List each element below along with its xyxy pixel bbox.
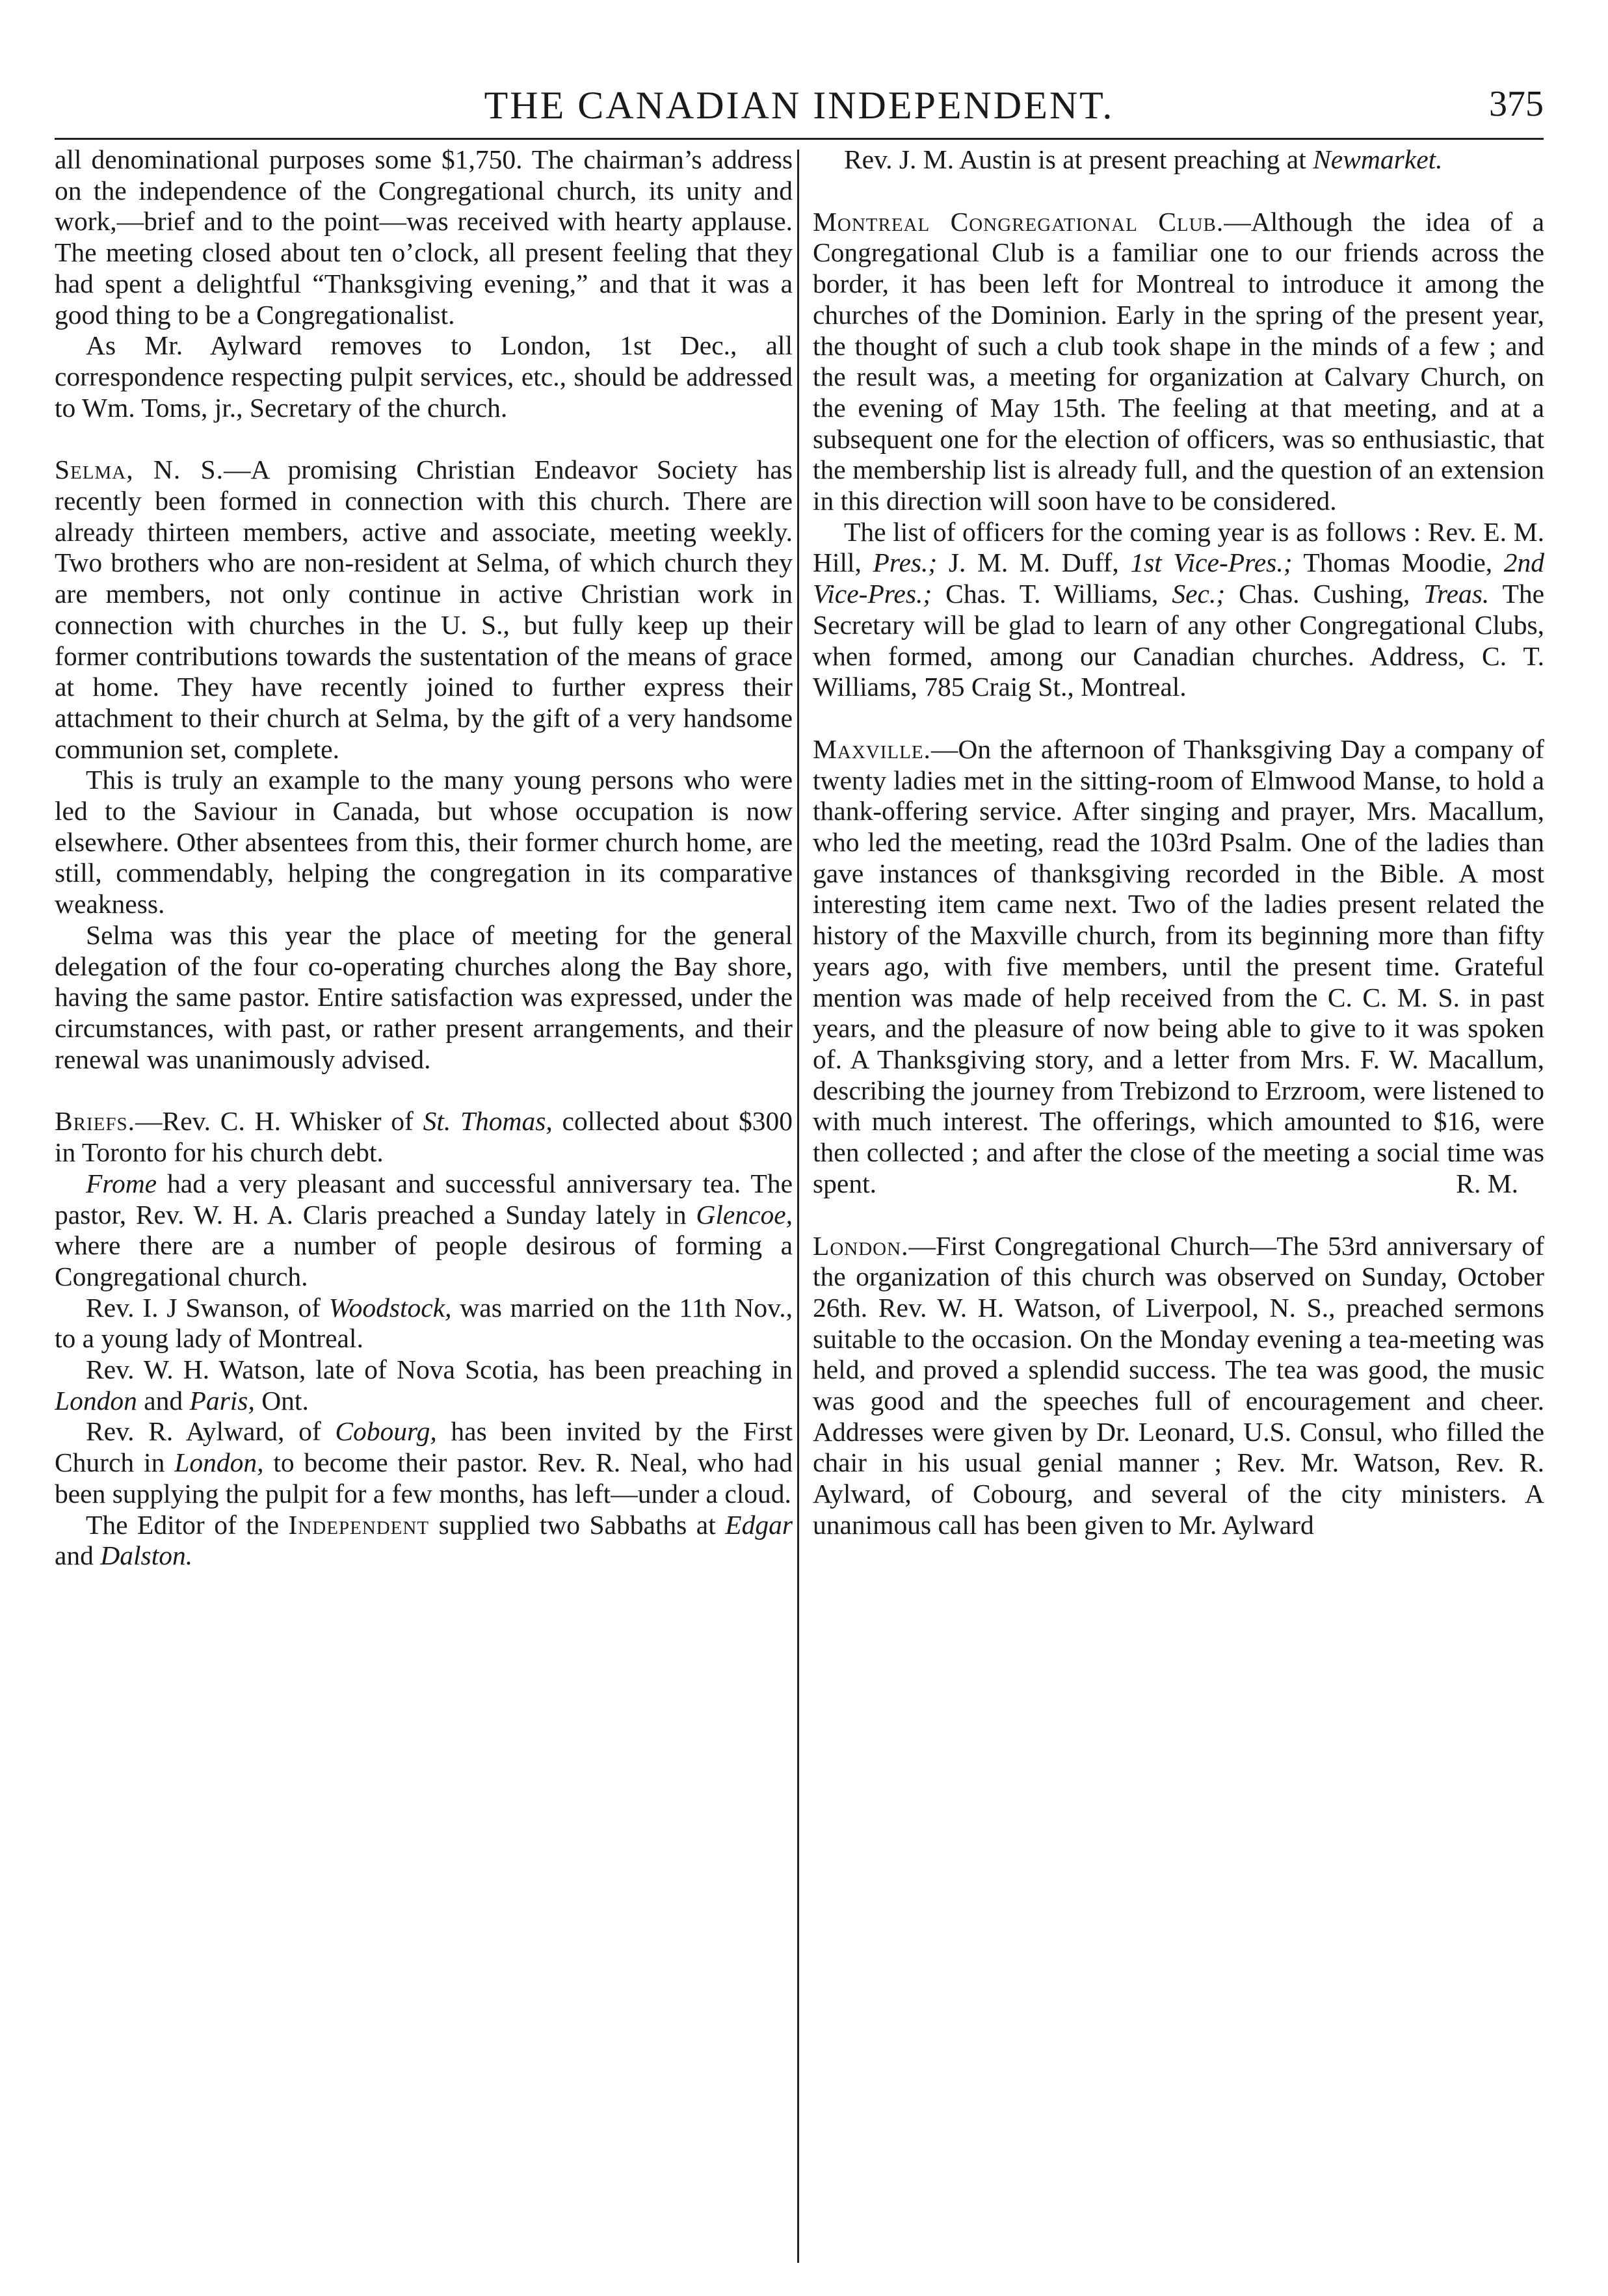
frome-text-a: had a very pleasant and successful anniversary tea. The pastor, Rev. W. H. A. Claris preached a Sunday lately in: [55, 1168, 793, 1230]
officers-text-c: Thomas Moodie,: [1292, 548, 1504, 578]
maxville-body: —On the afternoon of Thanksgiving Day a company of twenty ladies met in the sitting-room of Elmwood Manse, to hold a thank-offering service. After singing and prayer, Mrs. Macallum, who led the meeting, read the 103rd Psalm. One of the ladies than gave instances of thanksgiving recorded in the Bible. A most interesting item came next. Two of the ladies present related the history of the Maxville church, from its beginning more than fifty years ago, with five members, until the present time. Grateful mention was made of help received from the C. C. M. S. in past years, and the pleasure of now being able to give to it was spoken of. A Thanksgiving story, and a letter from Mrs. F. W. Macallum, describing the journey from Trebizond to Erzroom, were listened to with much interest. The offerings, which amounted to $16, were then collected ; and after the close of the meeting a social time was spent.: [813, 733, 1544, 1198]
paris-place: Paris,: [189, 1385, 255, 1416]
maxville-heading: Maxville.: [813, 733, 931, 764]
paragraph-example: This is truly an example to the many young persons who were led to the Saviour in Canada, but whose occupation is now elsewhere. Other absentees from this, their former church home, are still, commendably, helping the congregation in its comparative weakness.: [55, 765, 793, 919]
paragraph-watson: [55, 1354, 793, 1416]
london-place-2: London,: [174, 1447, 264, 1478]
newmarket-place: Newmarket.: [1313, 144, 1443, 174]
watson-and: and: [137, 1385, 190, 1416]
masthead-title: THE CANADIAN INDEPENDENT.: [484, 84, 1114, 127]
frome-text-b: where there are a number of people desirous of forming a Congregational church.: [55, 1230, 793, 1291]
paragraph-aylward-removal: As Mr. Aylward removes to London, 1st Dec., all correspondence respecting pulpit services, etc., should be addressed to Wm. Toms, jr., Secretary of the church.: [55, 330, 793, 423]
editor-text-a: The Editor of the: [86, 1509, 289, 1540]
editor-and: and: [55, 1540, 101, 1571]
edgar-place: Edgar: [725, 1509, 793, 1540]
right-column: [813, 144, 1544, 2264]
watson-text-b: Ont.: [254, 1385, 309, 1416]
frome-place: Frome: [86, 1168, 157, 1198]
treas-title: Treas.: [1423, 579, 1490, 609]
vp1-title: 1st Vice-Pres.;: [1130, 548, 1293, 578]
paragraph-swanson: [55, 1293, 793, 1354]
aylward-text-c: to become their pastor. Rev. R. Neal, who had been supplying the pulpit for a few months, has left—under a cloud.: [55, 1447, 793, 1509]
briefs-heading: Briefs.: [55, 1106, 136, 1137]
page-number: 375: [1489, 84, 1544, 124]
maxville-signature: R. M.: [1456, 1168, 1518, 1198]
london-body: —First Congregational Church—The 53rd anniversary of the organization of this church was observed on Sunday, October 26th. Rev. W. H. Watson, of Liverpool, N. S., preached sermons suitable to the occasion. On the Monday evening a tea-meeting was held, and proved a splendid success. The tea was good, the music was good and the speeches full of encouragement and cheer. Addresses were given by Dr. Leonard, U.S. Consul, who filled the chair in his usual genial manner ; Rev. Mr. Watson, Rev. R. Aylward, of Cobourg, and several of the city ministers. A unanimous call has been given to Mr. Aylward: [813, 1230, 1544, 1540]
briefs-text-b: collected about $300 in Toronto for his church debt.: [55, 1106, 793, 1168]
officers-text-e: Chas. Cushing,: [1225, 579, 1424, 609]
officers-text-b: J. M. M. Duff,: [937, 548, 1131, 578]
officers-text-a: The list of officers for the coming year is as follows : Rev. E. M. Hill,: [813, 516, 1544, 578]
paragraph-austin: [813, 144, 1544, 176]
paragraph-officers: [813, 517, 1544, 703]
swanson-text-a: Rev. I. J Swanson, of: [86, 1292, 329, 1323]
club-heading: Montreal Congregational Club.: [813, 206, 1224, 237]
austin-text: Rev. J. M. Austin is at present preaching at: [844, 144, 1313, 174]
vp2-title: 2nd Vice-Pres.;: [813, 548, 1544, 609]
article-selma: [55, 455, 793, 765]
paragraph-editor: [55, 1510, 793, 1572]
glencoe-place: Glencoe,: [696, 1199, 793, 1230]
officers-text-f: The Secretary will be glad to learn of any other Congregational Clubs, when formed, among our Canadian churches. Address, C. T. Williams, 785 Craig St., Montreal.: [813, 579, 1544, 702]
swanson-text-b: was married on the 11th Nov., to a young lady of Montreal.: [55, 1292, 793, 1354]
cobourg-place: Cobourg,: [335, 1416, 437, 1447]
page-header: [55, 83, 1544, 129]
selma-body: —A promising Christian Endeavor Society has recently been formed in connection with this church. There are already thirteen members, active and associate, meeting weekly. Two brothers who are non-resident at Selma, of which church they are members, not only continue in active Christian work in connection with churches in the U. S., but fully keep up their former contributions towards the sustentation of the means of grace at home. They have recently joined to further express their attachment to their church at Selma, by the gift of a very handsome communion set, complete.: [55, 455, 793, 764]
london-heading: London.: [813, 1230, 909, 1261]
article-briefs: [55, 1106, 793, 1168]
aylward-text-b: has been invited by the First Church in: [55, 1416, 793, 1478]
paragraph-frome: [55, 1168, 793, 1293]
woodstock-place: Woodstock,: [328, 1292, 452, 1323]
article-montreal-club: [813, 207, 1544, 517]
independent-name: Independent: [288, 1509, 430, 1540]
officers-text-d: Chas. T. Williams,: [932, 579, 1172, 609]
paragraph-aylward: [55, 1416, 793, 1509]
header-rule: [55, 138, 1544, 140]
dalston-place: Dalston.: [100, 1540, 193, 1571]
paragraph-delegation: Selma was this year the place of meeting for the general delegation of the four co-operating churches along the Bay shore, having the same pastor. Entire satisfaction was expressed, under the circumstances, with past, or rather present arrangements, and their renewal was unanimously advised.: [55, 919, 793, 1074]
watson-text-a: Rev. W. H. Watson, late of Nova Scotia, has been preaching in: [86, 1354, 793, 1385]
pres-title: Pres.;: [873, 548, 938, 578]
briefs-place: St. Thomas,: [423, 1106, 553, 1137]
paragraph-budget: all denominational purposes some $1,750. The chairman’s address on the independence of the Congregational church, its unity and work,—brief and to the point—was received with hearty applause. The meeting closed about ten o’clock, all present feeling that they had spent a delightful “Thanksgiving evening,” and that it was a good thing to be a Congregationalist.: [55, 144, 793, 330]
editor-text-b: supplied two Sabbaths at: [429, 1509, 726, 1540]
club-body: —Although the idea of a Congregational Club is a familiar one to our friends across the border, it has been left for Montreal to introduce it among the churches of the Dominion. Early in the spring of the present year, the thought of such a club took shape in the minds of a few ; and the result was, a meeting for organization at Calvary Church, on the evening of May 15th. The feeling at that meeting, and at a subsequent one for the election of officers, was so enthusiastic, that the membership list is already full, and the question of an extension in this direction will soon have to be considered.: [813, 206, 1544, 516]
column-divider: [797, 150, 799, 2263]
selma-heading: Selma, N. S.: [55, 455, 224, 485]
london-place: London: [55, 1385, 137, 1416]
article-london: [813, 1231, 1544, 1541]
briefs-text-a: —Rev. C. H. Whisker of: [135, 1106, 423, 1137]
aylward-text-a: Rev. R. Aylward, of: [86, 1416, 336, 1447]
article-maxville: [813, 734, 1544, 1200]
left-column: [55, 144, 793, 2264]
sec-title: Sec.;: [1172, 579, 1226, 609]
